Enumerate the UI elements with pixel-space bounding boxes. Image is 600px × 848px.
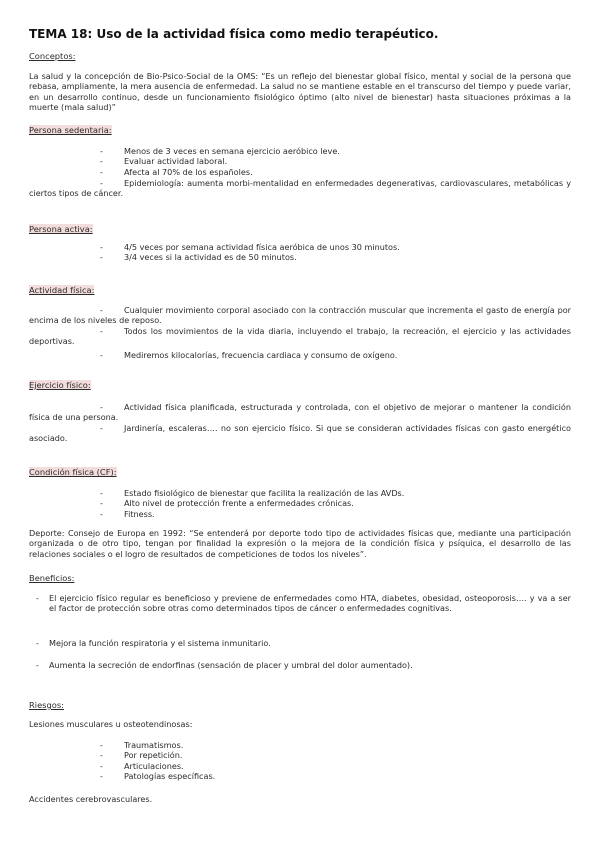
- list-item: - Mediremos kilocalorías, frecuencia cardiaca y consumo de oxígeno.: [29, 350, 571, 360]
- list-item: - Estado fisiológico de bienestar que facilita la realización de las AVDs.: [29, 488, 571, 498]
- condicion-heading-text: Condición física (CF):: [29, 467, 117, 477]
- list-item: - Cualquier movimiento corporal asociado con la contracción muscular que incrementa el gasto de energía por encima de los niveles de reposo.: [29, 305, 571, 326]
- list-item: - Fitness.: [29, 509, 571, 519]
- list-item: - Alto nivel de protección frente a enfermedades crónicas.: [29, 498, 571, 508]
- actividad-list: [29, 305, 571, 347]
- beneficios-list-3: [29, 660, 571, 670]
- list-item: - Menos de 3 veces en semana ejercicio aeróbico leve.: [29, 146, 571, 156]
- activa-heading-text: Persona activa:: [29, 224, 93, 234]
- list-item: - Jardinería, escaleras…. no son ejercicio físico. Si que se consideran actividades físicas con gasto energético asociado.: [29, 423, 571, 444]
- riesgos-heading: Riesgos:: [29, 700, 64, 710]
- list-item: - 4/5 veces por semana actividad física aeróbica de unos 30 minutos.: [29, 242, 571, 252]
- condicion-heading: [29, 467, 117, 477]
- list-item: - Por repetición.: [29, 750, 571, 760]
- ejercicio-heading-text: Ejercicio físico:: [29, 380, 91, 390]
- list-item: - Articulaciones.: [29, 761, 571, 771]
- activa-heading: [29, 224, 93, 234]
- activa-list: [29, 242, 571, 263]
- beneficios-heading: Beneficios:: [29, 573, 75, 583]
- conceptos-heading: Conceptos:: [29, 51, 76, 61]
- list-item: - Traumatismos.: [29, 740, 571, 750]
- page-title: TEMA 18: Uso de la actividad física como medio terapéutico.: [29, 27, 439, 41]
- actividad-list-short: [29, 350, 571, 360]
- sedentaria-list: [29, 146, 571, 177]
- beneficios-list-2: [29, 638, 571, 648]
- actividad-heading: [29, 285, 94, 295]
- list-item: - Afecta al 70% de los españoles.: [29, 167, 571, 177]
- list-item: - Mejora la función respiratoria y el sistema inmunitario.: [29, 638, 571, 648]
- riesgos-list: [29, 740, 571, 782]
- sedentaria-list-wrapped: [29, 178, 571, 199]
- condicion-list: [29, 488, 571, 519]
- beneficios-list: [29, 593, 571, 614]
- list-item: - Actividad física planificada, estructurada y controlada, con el objetivo de mejorar o mantener la condición física de una persona.: [29, 402, 571, 423]
- actividad-heading-text: Actividad física:: [29, 285, 95, 295]
- list-item: - El ejercicio físico regular es beneficioso y previene de enfermedades como HTA, diabetes, obesidad, osteoporosis…. y va a ser el factor de protección sobre otras como determinados tipos de cáncer o enfermedades cognitivas.: [29, 593, 571, 614]
- list-item: - Todos los movimientos de la vida diaria, incluyendo el trabajo, la recreación, el ejercicio y las actividades deportivas.: [29, 326, 571, 347]
- sedentaria-heading: [29, 125, 112, 135]
- list-item: - Evaluar actividad laboral.: [29, 156, 571, 166]
- conceptos-paragraph: La salud y la concepción de Bio-Psico-Social de la OMS: “Es un reflejo del bienestar global físico, mental y social de la persona que rebasa, ampliamente, la mera ausencia de enfermedad. La salud no se mantiene estable en el transcurso del tiempo y puede variar, en un desarrollo continuo, desde un funcionamiento fisiológico óptimo (alto nivel de bienestar) hasta situaciones próximas a la muerte (mala salud)”: [29, 71, 571, 113]
- ejercicio-heading: [29, 380, 91, 390]
- deporte-paragraph: Deporte: Consejo de Europa en 1992: “Se entenderá por deporte todo tipo de actividades físicas que, mediante una participación organizada o de otro tipo, tengan por finalidad la expresión o la mejora de la condición física y psíquica, el desarrollo de las relaciones sociales o el logro de resultados de competiciones de todos los niveles”.: [29, 528, 571, 559]
- list-item: - 3/4 veces si la actividad es de 50 minutos.: [29, 252, 571, 262]
- list-item: - Aumenta la secreción de endorfinas (sensación de placer y umbral del dolor aumentado).: [29, 660, 571, 670]
- ejercicio-list: [29, 402, 571, 444]
- list-item: - Patologías específicas.: [29, 771, 571, 781]
- list-item: - Epidemiología: aumenta morbi-mentalidad en enfermedades degenerativas, cardiovasculares, metabólicas y ciertos tipos de cáncer.: [29, 178, 571, 199]
- sedentaria-heading-text: Persona sedentaria:: [29, 125, 112, 135]
- accidentes-text: Accidentes cerebrovasculares.: [29, 794, 153, 804]
- lesiones-text: Lesiones musculares u osteotendinosas:: [29, 719, 193, 729]
